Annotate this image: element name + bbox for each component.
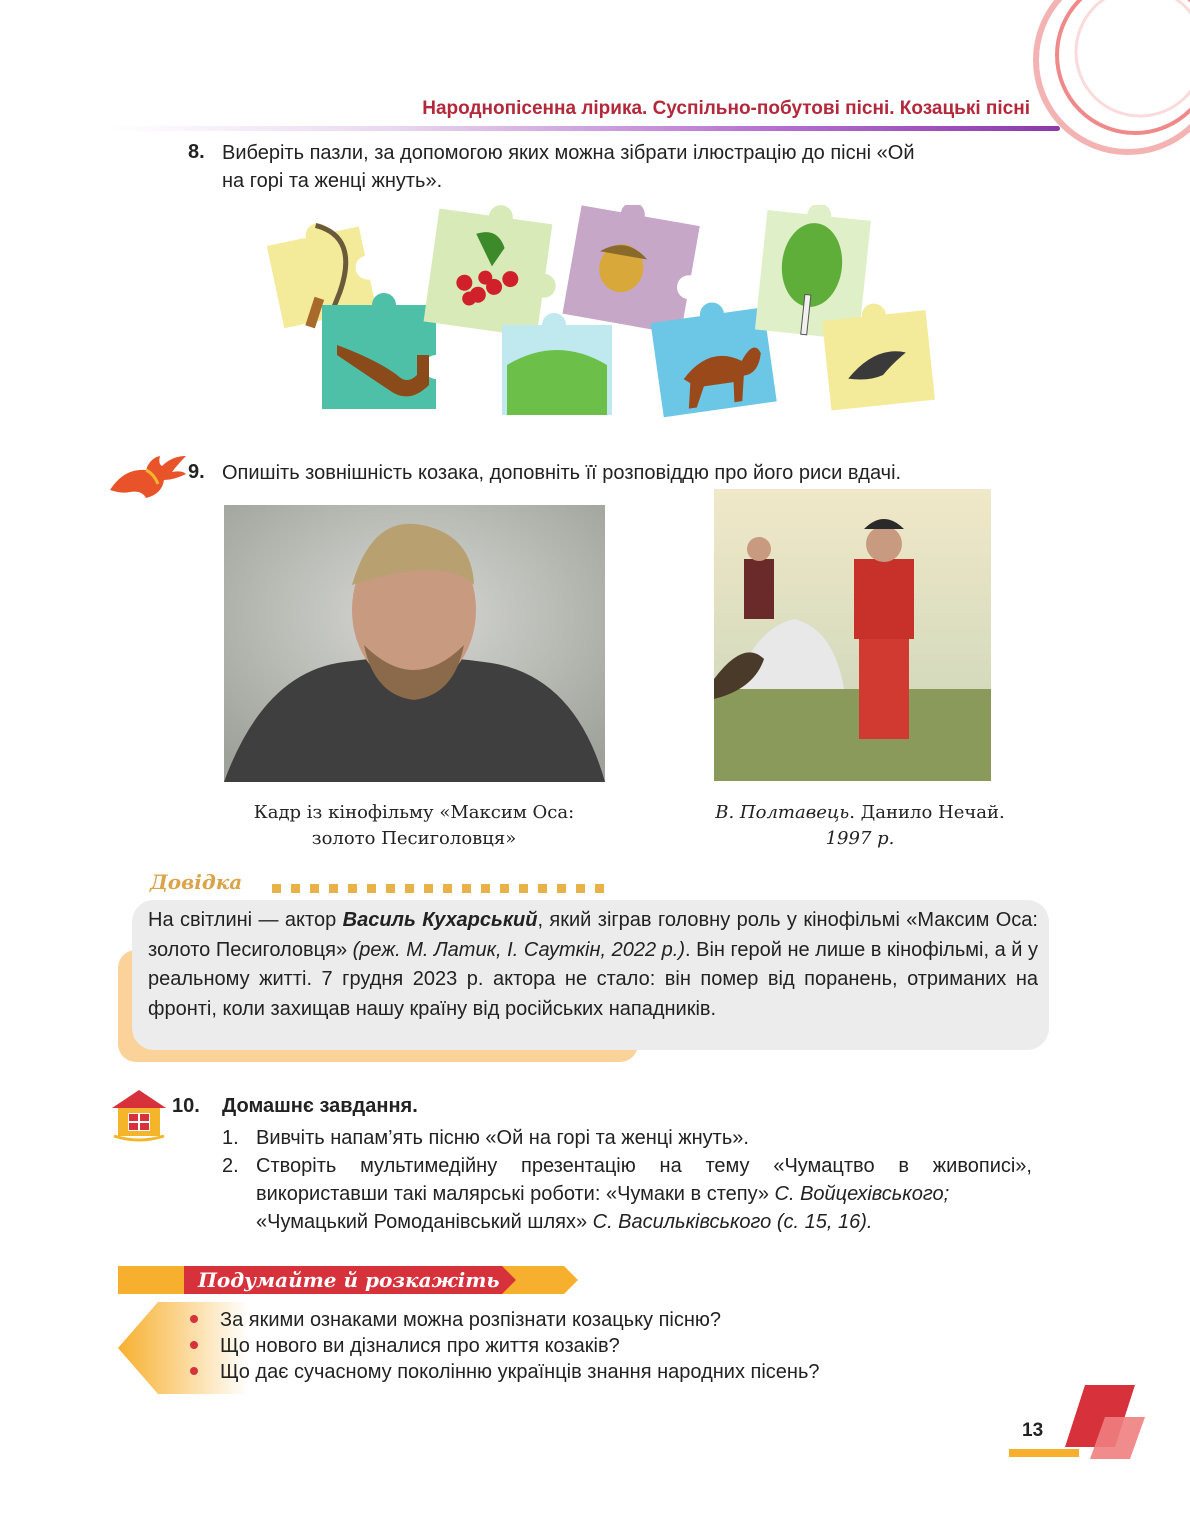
task-9-number: 9. <box>188 461 205 483</box>
bullet-dot <box>190 1341 198 1349</box>
homework-item-2-author-2: С. Васильківського (с. 15, 16). <box>592 1211 873 1233</box>
painting-photo <box>714 489 991 781</box>
task-9-text: Опишіть зовнішність козака, доповніть її розповіддю про його риси вдачі. <box>222 462 902 484</box>
puzzle-piece-acorn <box>562 205 701 335</box>
bullet-dot <box>190 1367 198 1375</box>
homework-item-2-line-3-text: «Чумацький Ромоданівський шлях» <box>256 1211 593 1233</box>
think-question-1-text: За якими ознаками можна розпізнати козацьку пісню? <box>220 1309 722 1331</box>
chapter-header: Народнопісенна лірика. Суспільно-побутові пісні. Козацькі пісні <box>422 98 1030 119</box>
puzzle-piece-field <box>502 313 612 415</box>
reference-title: Довідка <box>150 870 243 894</box>
homework-item-2-line-2-text: використавши такі малярські роботи: «Чумаки в степу» <box>256 1183 775 1205</box>
homework-item-1: Вивчіть напам’ять пісню «Ой на горі та женці жнуть». <box>256 1127 749 1149</box>
homework-item-2-number: 2. <box>222 1155 239 1177</box>
caption-right-author: В. Полтавець <box>715 802 850 823</box>
task-8-line-1: Виберіть пазли, за допомогою яких можна зібрати ілюстрацію до пісні «Ой <box>222 142 915 164</box>
think-question-1 <box>190 1308 721 1333</box>
think-question-3-text: Що дає сучасному поколінню українців знання народних пісень? <box>220 1361 820 1383</box>
homework-item-2-line-3 <box>256 1208 872 1236</box>
reference-director: (реж. М. Латик, І. Сауткін, 2022 р.) <box>352 938 685 961</box>
pegasus-icon <box>106 452 188 504</box>
homework-item-2-line-2 <box>256 1180 949 1208</box>
think-question-2 <box>190 1334 620 1359</box>
page-number: 13 <box>1022 1420 1044 1441</box>
think-title: Подумайте й розкажіть <box>198 1268 500 1292</box>
puzzle-illustration <box>262 205 947 425</box>
actor-photo <box>224 505 605 782</box>
caption-right-line-1 <box>680 800 1040 826</box>
caption-right-year: 1997 р. <box>825 828 895 849</box>
reference-text-part-3: . Він герой не лише в кінофільмі, а й у реальному житті. 7 грудня 2023 р. актора не стало: він помер від поранень, отриманих на фронті, коли захищав нашу країну від російських нападників. <box>148 938 1038 1020</box>
task-8-line-2: на горі та женці жнуть». <box>222 170 443 192</box>
reference-text <box>148 906 1038 1024</box>
header-divider <box>110 126 1060 131</box>
task-10-number: 10. <box>172 1095 200 1117</box>
task-8-number: 8. <box>188 141 205 163</box>
caption-left-line-2: золото Песиголовця» <box>311 828 517 849</box>
think-question-2-text: Що нового ви дізналися про життя козаків? <box>220 1335 620 1357</box>
homework-item-2-author-1: С. Войцехівського; <box>774 1183 950 1205</box>
decorative-circles <box>1010 0 1190 170</box>
caption-left-line-1: Кадр із кінофільму «Максим Оса: <box>253 802 575 823</box>
reference-dots <box>272 880 614 898</box>
puzzle-piece-pipe <box>322 293 436 409</box>
bullet-dot <box>190 1315 198 1323</box>
reference-text-part-1: На світлині — актор <box>148 909 343 931</box>
task-10-title: Домашнє завдання. <box>222 1095 418 1117</box>
reference-actor: Василь Кухарський <box>342 909 538 931</box>
reference-text-part-2: , який зіграв головну роль у кінофільмі «Максим Оса: золото Песиголовця» <box>148 909 1038 961</box>
caption-right-title: . Данило Нечай. <box>849 802 1005 823</box>
homework-item-1-number: 1. <box>222 1127 239 1149</box>
homework-item-2-line-1: Створіть мультимедійну презентацію на тему «Чумацтво в живописі», <box>256 1155 1032 1177</box>
think-question-3 <box>190 1360 820 1385</box>
home-icon <box>108 1086 170 1142</box>
